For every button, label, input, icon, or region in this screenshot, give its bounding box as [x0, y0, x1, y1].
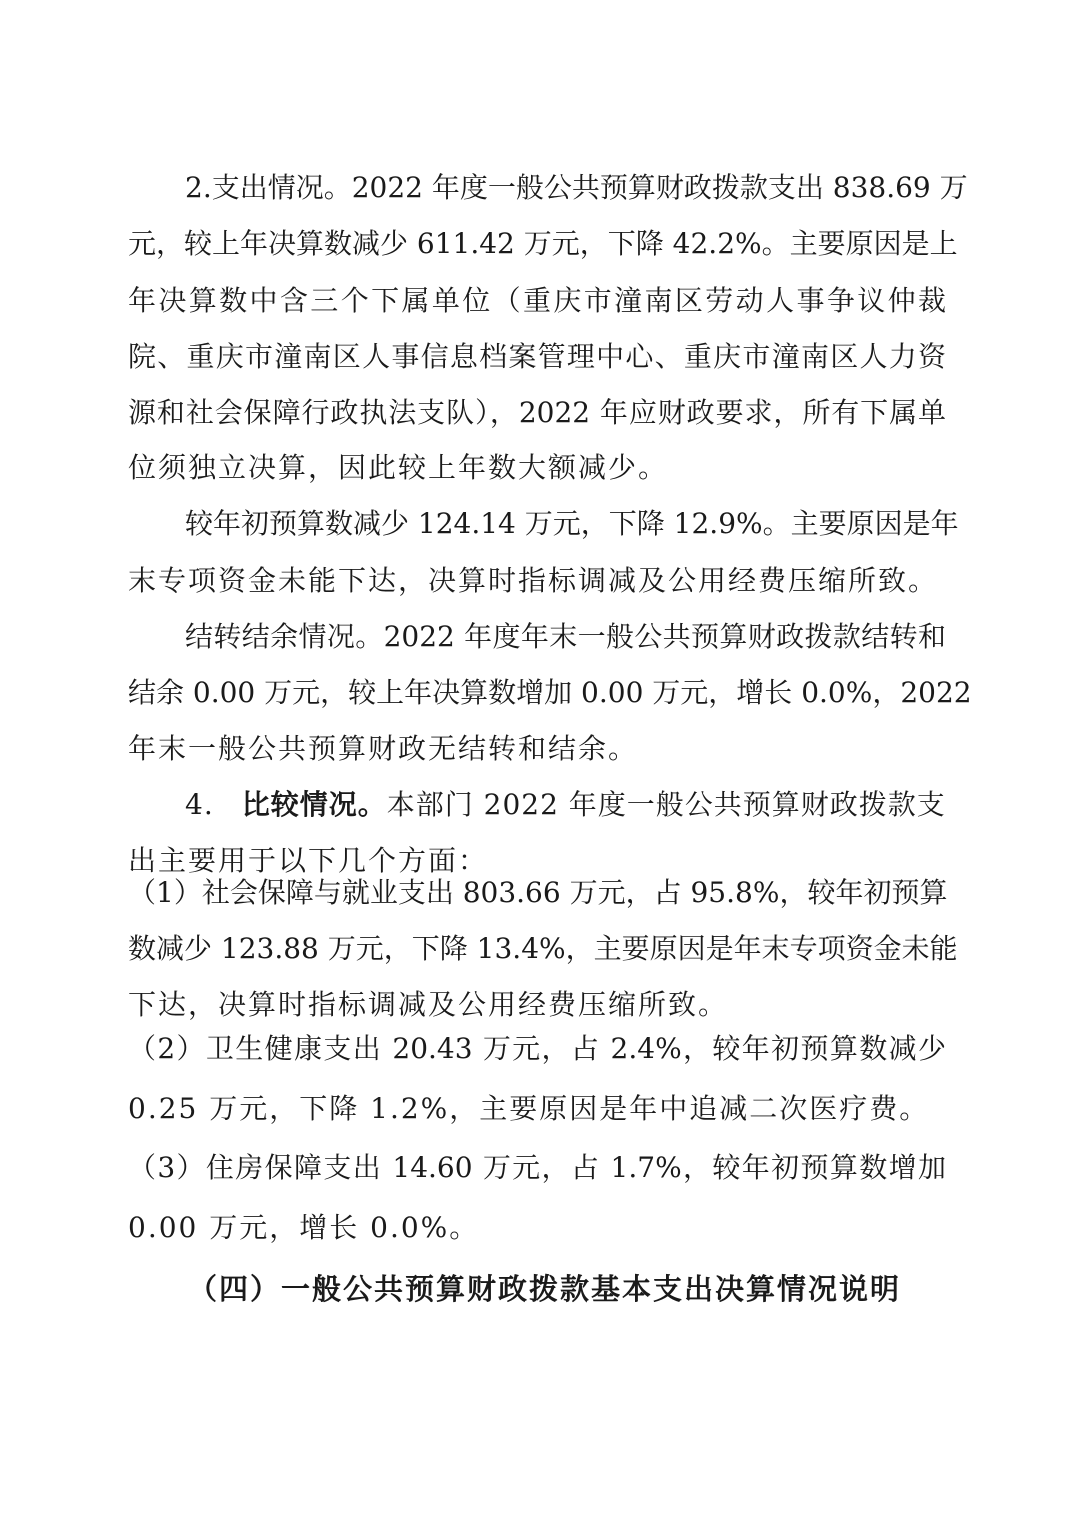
section-heading: （四）一般公共预算财政拨款基本支出决算情况说明	[188, 1272, 902, 1306]
paragraph-line: 位须独立决算，因此较上年数大额减少。	[128, 451, 669, 484]
paragraph-line: 0.00 万元，增长 0.0%。	[128, 1211, 480, 1244]
paragraph-line: 年末一般公共预算财政无结转和结余。	[128, 732, 639, 765]
paragraph-line: （1）社会保障与就业支出 803.66 万元，占 95.8%，较年初预算	[128, 876, 948, 909]
paragraph-line: 出主要用于以下几个方面：	[128, 844, 489, 877]
paragraph-line	[185, 785, 946, 825]
paragraph-line: 较年初预算数减少 124.14 万元，下降 12.9%。主要原因是年	[185, 507, 959, 540]
paragraph-line: 源和社会保障行政执法支队），2022 年应财政要求，所有下属单	[128, 396, 946, 429]
paragraph-line: 0.25 万元，下降 1.2%，主要原因是年中追减二次医疗费。	[128, 1092, 930, 1125]
section-number: 4.	[185, 788, 214, 821]
paragraph-line: 院、重庆市潼南区人事信息档案管理中心、重庆市潼南区人力资	[128, 340, 946, 373]
paragraph-line: 末专项资金未能下达，决算时指标调减及公用经费压缩所致。	[128, 564, 939, 597]
paragraph-line: 结余 0.00 万元，较上年决算数增加 0.00 万元，增长 0.0%，2022	[128, 676, 972, 709]
paragraph-line: 年决算数中含三个下属单位（重庆市潼南区劳动人事争议仲裁	[128, 284, 946, 317]
paragraph-line: 下达，决算时指标调减及公用经费压缩所致。	[128, 988, 729, 1021]
paragraph-line: （2）卫生健康支出 20.43 万元，占 2.4%，较年初预算数减少	[128, 1032, 946, 1065]
section-text: 本部门 2022 年度一般公共预算财政拨款支	[386, 788, 946, 821]
paragraph-line: 2.支出情况。2022 年度一般公共预算财政拨款支出 838.69 万	[185, 171, 968, 204]
paragraph-line: 结转结余情况。2022 年度年末一般公共预算财政拨款结转和	[185, 620, 946, 653]
paragraph-line: （3）住房保障支出 14.60 万元，占 1.7%，较年初预算数增加	[128, 1151, 946, 1184]
paragraph-line: 元，较上年决算数减少 611.42 万元，下降 42.2%。主要原因是上	[128, 227, 958, 260]
section-label: 比较情况。	[241, 788, 387, 821]
paragraph-line: 数减少 123.88 万元，下降 13.4%，主要原因是年末专项资金未能	[128, 932, 958, 965]
